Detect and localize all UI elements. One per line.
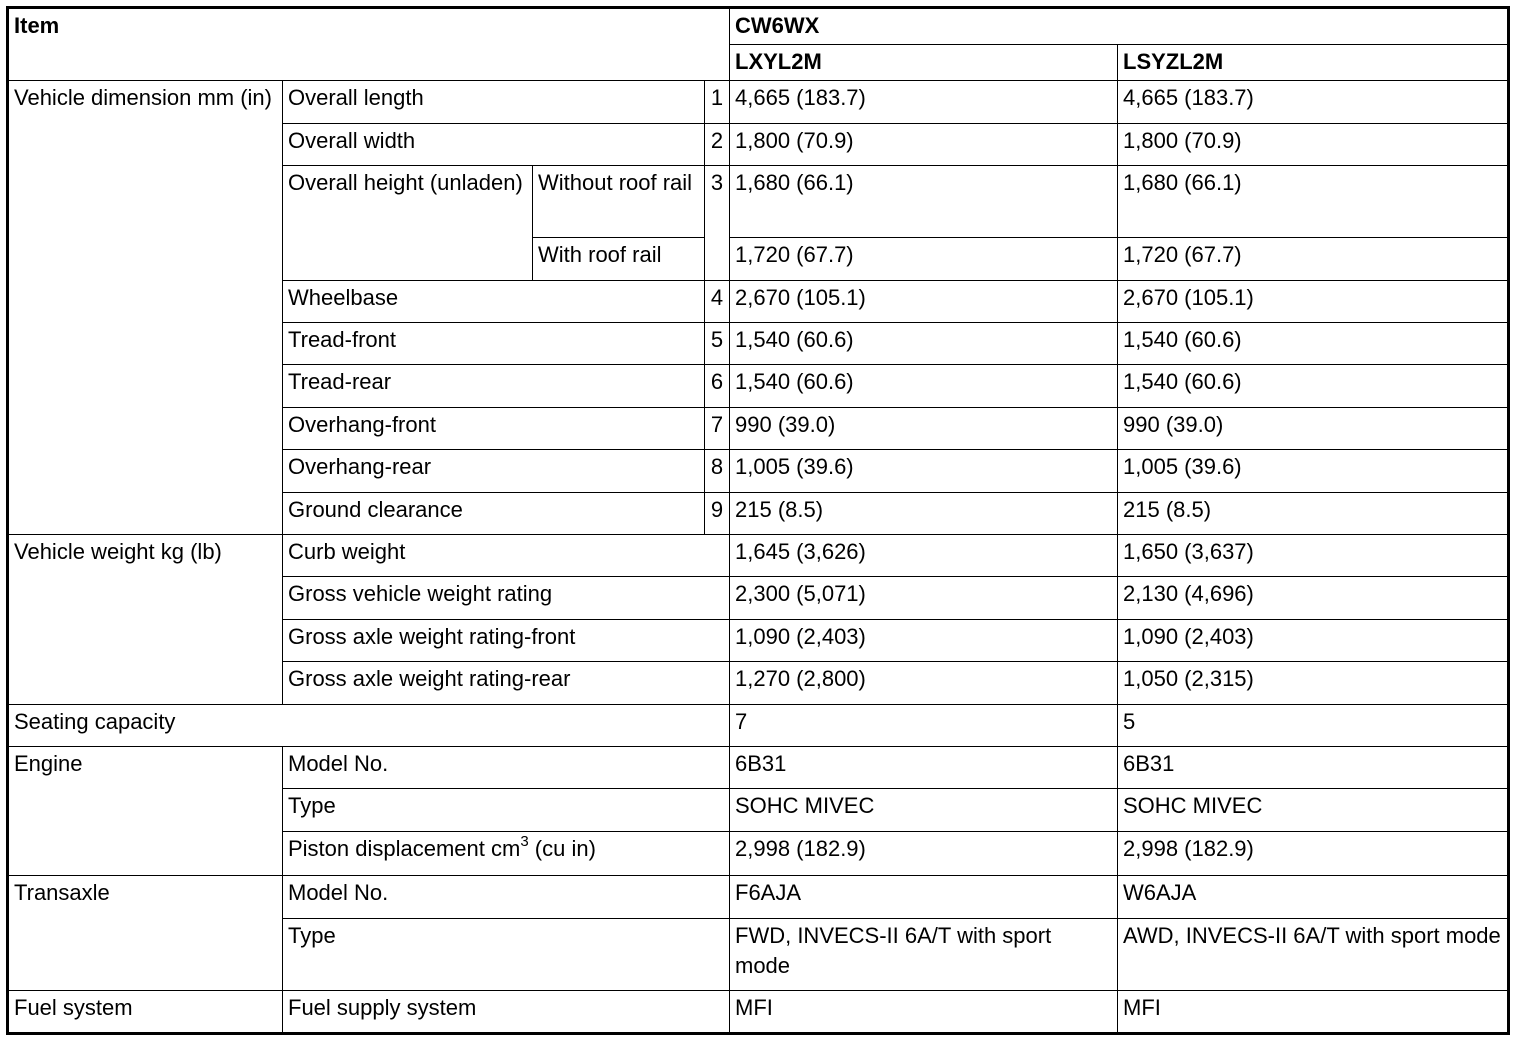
value-a: 2,670 (105.1) (730, 281, 1118, 323)
value-b: 990 (39.0) (1118, 408, 1509, 450)
value-b: 1,800 (70.9) (1118, 124, 1509, 166)
value-b: 4,665 (183.7) (1118, 81, 1509, 124)
value-b: 1,680 (66.1) (1118, 166, 1509, 238)
row-label-gawr-rear: Gross axle weight rating-rear (283, 662, 730, 705)
value-b: 1,540 (60.6) (1118, 365, 1509, 408)
group-vehicle-dimension: Vehicle dimension mm (in) (8, 81, 283, 535)
value-a: 1,005 (39.6) (730, 450, 1118, 493)
ref-number: 9 (705, 493, 730, 535)
header-model-group: CW6WX (730, 8, 1509, 45)
ref-number: 6 (705, 365, 730, 408)
row-label-wheelbase: Wheelbase (283, 281, 705, 323)
row-label-ground-clearance: Ground clearance (283, 493, 705, 535)
value-a: 1,090 (2,403) (730, 620, 1118, 662)
ref-number: 5 (705, 323, 730, 365)
displacement-label-superscript: 3 (520, 832, 529, 850)
value-b: W6AJA (1118, 876, 1509, 919)
value-a: 2,998 (182.9) (730, 832, 1118, 876)
row-label-transaxle-type: Type (283, 919, 730, 991)
ref-number: 7 (705, 408, 730, 450)
row-label-tread-front: Tread-front (283, 323, 705, 365)
row-label-engine-model: Model No. (283, 747, 730, 789)
row-label-overall-width: Overall width (283, 124, 705, 166)
value-b: 6B31 (1118, 747, 1509, 789)
group-transaxle: Transaxle (8, 876, 283, 991)
row-label-transaxle-model: Model No. (283, 876, 730, 919)
value-b: 2,130 (4,696) (1118, 577, 1509, 620)
row-label-curb-weight: Curb weight (283, 535, 730, 577)
value-a: 6B31 (730, 747, 1118, 789)
value-a: 1,540 (60.6) (730, 365, 1118, 408)
value-a: 1,680 (66.1) (730, 166, 1118, 238)
value-a: 1,720 (67.7) (730, 238, 1118, 281)
value-b: 2,670 (105.1) (1118, 281, 1509, 323)
value-a: MFI (730, 991, 1118, 1034)
value-a: 7 (730, 705, 1118, 747)
row-label-piston-displacement (283, 832, 730, 876)
row-label-engine-type: Type (283, 789, 730, 832)
value-a: 1,540 (60.6) (730, 323, 1118, 365)
ref-number: 3 (705, 166, 730, 281)
value-a: FWD, INVECS-II 6A/T with sport mode (730, 919, 1118, 991)
row-label-overall-height: Overall height (unladen) (283, 166, 533, 281)
value-b: 2,998 (182.9) (1118, 832, 1509, 876)
row-label-gawr-front: Gross axle weight rating-front (283, 620, 730, 662)
row-label-overall-length: Overall length (283, 81, 705, 124)
group-vehicle-weight: Vehicle weight kg (lb) (8, 535, 283, 705)
ref-number: 8 (705, 450, 730, 493)
row-label-tread-rear: Tread-rear (283, 365, 705, 408)
header-variant-b: LSYZL2M (1118, 45, 1509, 81)
group-engine: Engine (8, 747, 283, 876)
value-b: 1,090 (2,403) (1118, 620, 1509, 662)
value-a: 215 (8.5) (730, 493, 1118, 535)
value-b: 215 (8.5) (1118, 493, 1509, 535)
row-label-overhang-front: Overhang-front (283, 408, 705, 450)
value-b: 5 (1118, 705, 1509, 747)
value-b: AWD, INVECS-II 6A/T with sport mode (1118, 919, 1509, 991)
value-b: SOHC MIVEC (1118, 789, 1509, 832)
specifications-table (6, 6, 1510, 1035)
value-a: F6AJA (730, 876, 1118, 919)
value-b: 1,005 (39.6) (1118, 450, 1509, 493)
value-b: 1,650 (3,637) (1118, 535, 1509, 577)
displacement-label-text: Piston displacement cm (288, 836, 521, 861)
value-b: 1,540 (60.6) (1118, 323, 1509, 365)
row-label-fuel-supply: Fuel supply system (283, 991, 730, 1034)
value-a: 2,300 (5,071) (730, 577, 1118, 620)
group-fuel-system: Fuel system (8, 991, 283, 1034)
row-label-gvwr: Gross vehicle weight rating (283, 577, 730, 620)
ref-number: 2 (705, 124, 730, 166)
value-a: 990 (39.0) (730, 408, 1118, 450)
header-item: Item (8, 8, 730, 81)
value-b: 1,720 (67.7) (1118, 238, 1509, 281)
sub-label-without-roof-rail: Without roof rail (533, 166, 705, 238)
value-b: MFI (1118, 991, 1509, 1034)
value-a: SOHC MIVEC (730, 789, 1118, 832)
row-label-overhang-rear: Overhang-rear (283, 450, 705, 493)
value-b: 1,050 (2,315) (1118, 662, 1509, 705)
value-a: 1,800 (70.9) (730, 124, 1118, 166)
value-a: 4,665 (183.7) (730, 81, 1118, 124)
value-a: 1,645 (3,626) (730, 535, 1118, 577)
ref-number: 1 (705, 81, 730, 124)
header-variant-a: LXYL2M (730, 45, 1118, 81)
row-label-seating-capacity: Seating capacity (8, 705, 730, 747)
ref-number: 4 (705, 281, 730, 323)
displacement-label-unit: (cu in) (528, 836, 596, 861)
sub-label-with-roof-rail: With roof rail (533, 238, 705, 281)
value-a: 1,270 (2,800) (730, 662, 1118, 705)
